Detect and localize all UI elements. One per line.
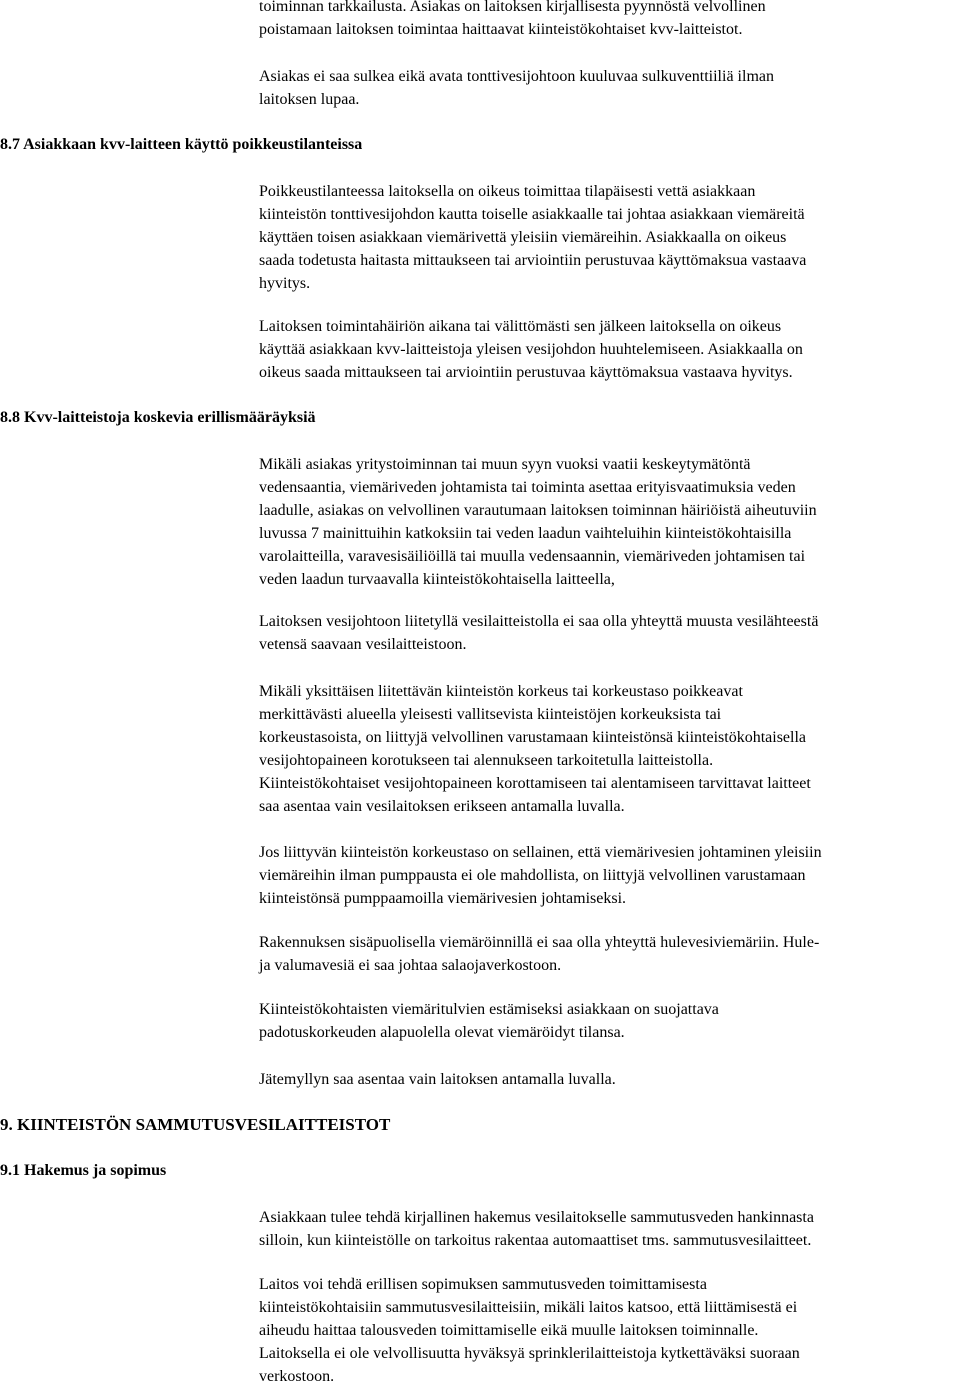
body-paragraph: Rakennuksen sisäpuolisella viemäröinnillä ei saa olla yhteyttä hulevesiviemäriin. Hule- ja valumavesiä ei saa johtaa salaojaverkostoon. (259, 934, 820, 974)
body-paragraph: Jätemyllyn saa asentaa vain laitoksen antamalla luvalla. (259, 1071, 616, 1088)
body-paragraph: Kiinteistökohtaisten viemäritulvien estämiseksi asiakkaan on suojattava padotuskorkeuden alapuolella olevat viemäröidyt tilansa. (259, 1001, 719, 1041)
body-paragraph: Asiakkaan tulee tehdä kirjallinen hakemus vesilaitokselle sammutusveden hankinnasta silloin, kun kiinteistölle on tarkoitus rakentaa automaattiset tms. sammutusvesilaitteet. (259, 1209, 814, 1249)
chapter-heading-9: 9. KIINTEISTÖN SAMMUTUSVESILAITTEISTOT (0, 1115, 391, 1134)
body-paragraph: Asiakas ei saa sulkea eikä avata tonttivesijohtoon kuuluvaa sulkuventtiiliä ilman laitoksen lupaa. (259, 68, 774, 108)
body-paragraph: Laitos voi tehdä erillisen sopimuksen sammutusveden toimittamisesta kiinteistökohtaisiin sammutusvesilaitteisiin, mikäli laitos katsoo, että liittämisestä ei aiheudu haittaa talousveden toimittamiselle eikä muulle laitoksen toiminnalle. Laitoksella ei ole velvollisuutta hyväksyä sprinklerilaitteistoja kytkettäväksi suoraan verkostoon. (259, 1276, 800, 1385)
body-paragraph: Jos liittyvän kiinteistön korkeustaso on sellainen, että viemärivesien johtaminen yleisiin viemäreihin ilman pumppausta ei ole mahdollista, on liittyjä velvollinen varustamaan kiinteistönsä pumppaamoilla viemärivesien johtamiseksi. (259, 844, 822, 907)
body-paragraph: Laitoksen toimintahäiriön aikana tai välittömästi sen jälkeen laitoksella on oikeus käyttää asiakkaan kvv-laitteistoja yleisen vesijohdon huuhtelemiseen. Asiakkaalla on oikeus saada mittaukseen tai arviointiin perustuvaa käyttömaksua vastaava hyvitys. (259, 318, 803, 381)
body-paragraph: toiminnan tarkkailusta. Asiakas on laitoksen kirjallisesta pyynnöstä velvollinen poistamaan laitoksen toimintaa haittaavat kiinteistökohtaiset kvv-laitteistot. (259, 0, 766, 38)
body-paragraph: Mikäli asiakas yritystoiminnan tai muun syyn vuoksi vaatii keskeytymätöntä vedensaantia, viemäriveden johtamista tai toiminta asettaa erityisvaatimuksia veden laadulle, asiakas on velvollinen varautumaan laitoksen toiminnan häiriöistä aiheutuviin luvussa 7 mainittuihin katkoksiin tai veden laadun vaihteluihin kiinteistökohtaisilla varolaitteilla, varavesisäiliöillä tai muulla vedensaannin, viemäriveden johtamisen tai veden laadun turvaavalla kiinteistökohtaisella laitteella, (259, 456, 817, 588)
body-paragraph: Laitoksen vesijohtoon liitetyllä vesilaitteistolla ei saa olla yhteyttä muusta vesilähteestä vetensä saavaan vesilaitteistoon. (259, 613, 819, 653)
section-heading-8-8: 8.8 Kvv-laitteistoja koskevia erillismääräyksiä (0, 409, 316, 426)
section-heading-8-7: 8.7 Asiakkaan kvv-laitteen käyttö poikkeustilanteissa (0, 136, 363, 153)
section-heading-9-1: 9.1 Hakemus ja sopimus (0, 1162, 167, 1179)
body-paragraph: Poikkeustilanteessa laitoksella on oikeus toimittaa tilapäisesti vettä asiakkaan kiinteistön tonttivesijohdon kautta toiselle asiakkaalle tai johtaa asiakkaan viemäreitä käyttäen toisen asiakkaan viemärivettä yleisiin viemäreihin. Asiakkaalla on oikeus saada todetusta haitasta mittaukseen tai arviointiin perustuvaa käyttömaksua vastaava hyvitys. (259, 183, 807, 292)
body-paragraph: Mikäli yksittäisen liitettävän kiinteistön korkeus tai korkeustaso poikkeavat merkittävästi alueella yleisesti vallitsevista kiinteistöjen korkeuksista tai korkeustasoista, on liittyjä velvollinen varustamaan kiinteistönsä kiinteistökohtaisella vesijohtopaineen korotukseen tai alennukseen tarkoitetulla laitteistolla. Kiinteistökohtaiset vesijohtopaineen korottamiseen tai alentamiseen tarvittavat laitteet saa asentaa vain vesilaitoksen erikseen antamalla luvalla. (259, 683, 811, 815)
